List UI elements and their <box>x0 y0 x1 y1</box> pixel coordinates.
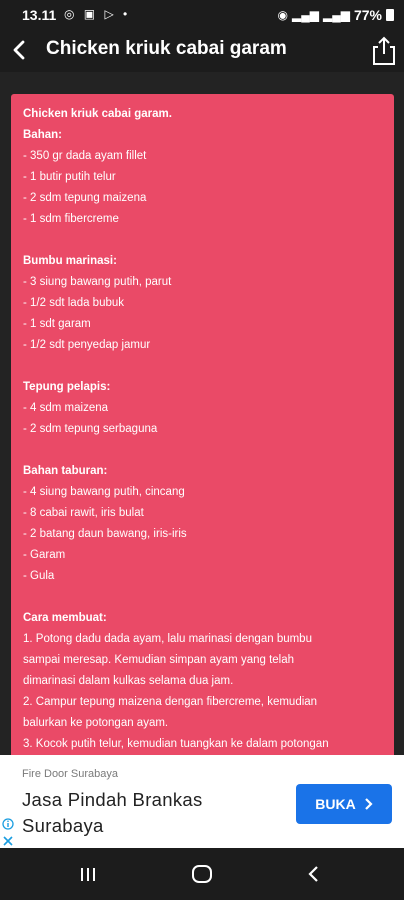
status-right <box>278 7 394 23</box>
app-bar <box>0 30 404 72</box>
recipe-line: - 350 gr dada ayam fillet <box>23 150 147 162</box>
signal-icon-1: ▂▄▆ <box>292 8 319 22</box>
back-arrow-icon <box>6 34 36 66</box>
recipe-line: - 2 sdm tepung maizena <box>23 192 147 204</box>
back-nav-icon[interactable] <box>302 862 326 886</box>
status-time: 13.11 <box>22 7 57 23</box>
share-icon <box>370 34 398 68</box>
recipe-content[interactable] <box>0 72 404 755</box>
recipe-line: dimarinasi dalam kulkas selama dua jam. <box>23 675 234 687</box>
recipe-line: sampai meresap. Kemudian simpan ayam yang telah <box>23 654 295 666</box>
page-title: Chicken kriuk cabai garam <box>46 38 287 59</box>
system-nav-bar <box>0 848 404 900</box>
recipe-line: - 4 siung bawang putih, cincang <box>23 486 185 498</box>
recipe-line: - Gula <box>23 570 55 582</box>
recipe-line: 2. Campur tepung maizena dengan fibercreme, kemudian <box>23 696 318 708</box>
ad-open-label: BUKA <box>315 796 356 812</box>
recipe-line: - 3 siung bawang putih, parut <box>23 276 172 288</box>
ad-close-icon[interactable] <box>2 835 14 847</box>
recipe-heading: Bumbu marinasi: <box>23 255 117 267</box>
recipe-line: - 2 batang daun bawang, iris-iris <box>23 528 187 540</box>
recipe-line: - 4 sdm maizena <box>23 402 109 414</box>
recipe-line: - 1 sdt garam <box>23 318 91 330</box>
ad-banner[interactable] <box>0 755 404 848</box>
recipe-heading: Chicken kriuk cabai garam. <box>23 108 172 120</box>
ad-info-icon[interactable] <box>2 818 14 830</box>
recipe-line: - 1 butir putih telur <box>23 171 116 183</box>
recipe-line: - 1/2 sdt lada bubuk <box>23 297 125 309</box>
wifi-icon: ◉ <box>277 8 289 22</box>
recents-icon[interactable] <box>76 862 100 886</box>
recipe-line: 1. Potong dadu dada ayam, lalu marinasi dengan bumbu <box>23 633 312 645</box>
recipe-line: - Garam <box>23 549 66 561</box>
recipe-heading: Tepung pelapis: <box>23 381 111 393</box>
battery-percent: 77% <box>353 7 382 23</box>
back-button[interactable] <box>6 34 36 66</box>
battery-icon <box>386 9 394 21</box>
ad-open-button[interactable] <box>296 784 392 824</box>
recipe-line: balurkan ke potongan ayam. <box>23 717 169 729</box>
recipe-heading: Cara membuat: <box>23 612 107 624</box>
share-button[interactable] <box>370 34 398 68</box>
recipe-line: - 8 cabai rawit, iris bulat <box>23 507 144 519</box>
recipe-line: - 2 sdm tepung serbaguna <box>23 423 158 435</box>
recipe-line: - 1/2 sdt penyedap jamur <box>23 339 151 351</box>
recipe-heading: Bahan taburan: <box>23 465 108 477</box>
status-bar <box>0 0 404 30</box>
chevron-right-icon <box>363 797 373 811</box>
recipe-line: - 1 sdm fibercreme <box>23 213 119 225</box>
recipe-line: 3. Kocok putih telur, kemudian tuangkan ke dalam potongan <box>23 738 329 750</box>
ad-advertiser: Fire Door Surabaya <box>22 768 118 780</box>
ad-headline[interactable]: Jasa Pindah Brankas Surabaya <box>22 789 203 836</box>
notification-icons: ◎ ▣ ▷ • <box>64 7 131 21</box>
signal-icon-2: ▂▄▆ <box>323 8 350 22</box>
recipe-card <box>11 94 394 755</box>
home-icon[interactable] <box>190 862 214 886</box>
recipe-heading: Bahan: <box>23 129 62 141</box>
